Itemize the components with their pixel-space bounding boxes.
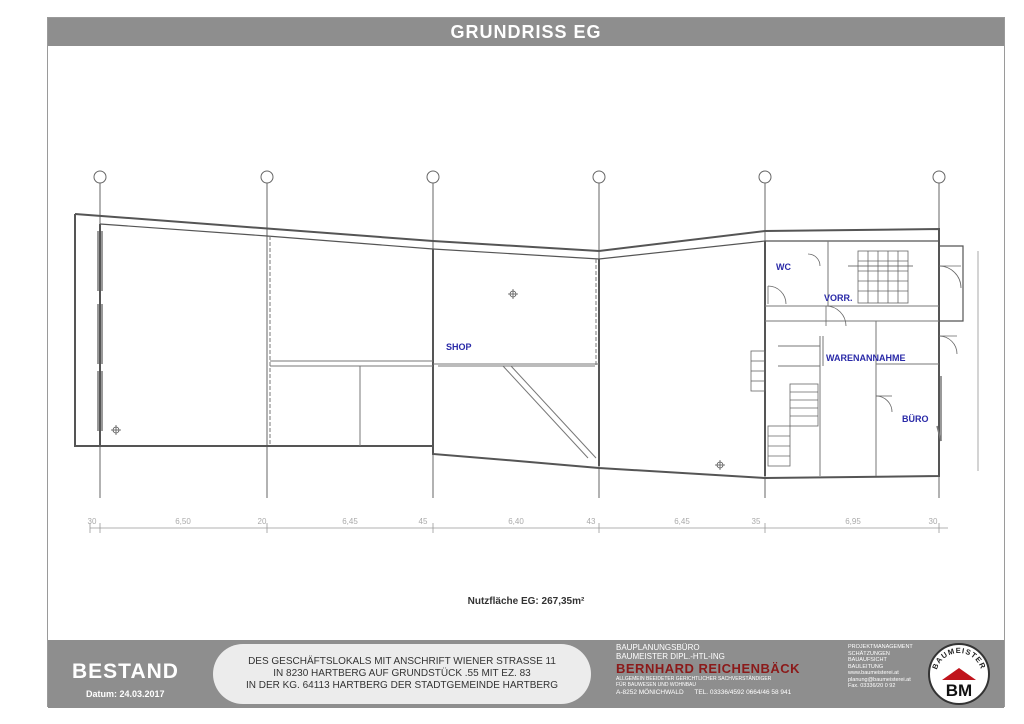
room-label-vorr: VORR. xyxy=(824,293,853,303)
logo-mark: BM xyxy=(945,681,973,700)
date-label: Datum: 24.03.2017 xyxy=(86,689,165,699)
dim-label: 43 xyxy=(586,517,596,526)
logo-text: BAUMEISTER xyxy=(930,645,988,671)
title-block xyxy=(48,640,1004,708)
dim-label: 20 xyxy=(257,517,267,526)
firm-contact xyxy=(616,689,846,697)
dim-label: 35 xyxy=(751,517,761,526)
room-labels xyxy=(446,262,929,424)
dim-label: 30 xyxy=(87,517,97,526)
service-item: planung@baumeisterei.at xyxy=(848,676,911,683)
firm-name: BERNHARD REICHENBÄCK xyxy=(616,661,801,676)
dim-label: 6,45 xyxy=(674,517,690,526)
service-item: BAUAUFSICHT xyxy=(848,657,887,663)
dimension-labels xyxy=(88,517,938,526)
project-description xyxy=(213,644,591,704)
dim-label: 30 xyxy=(928,517,938,526)
dim-label: 6,50 xyxy=(175,517,191,526)
page-title: GRUNDRISS EG xyxy=(48,18,1004,46)
description-line: IN DER KG. 64113 HARTBERG DER STADTGEMEINDE HARTBERG xyxy=(245,680,559,691)
axis-markers xyxy=(94,171,945,498)
drawing-sheet xyxy=(47,17,1005,707)
service-item: BAULEITUNG xyxy=(848,663,884,670)
level-markers xyxy=(111,289,725,470)
windows xyxy=(98,231,941,441)
baumeister-logo-icon xyxy=(926,642,992,706)
firm-subline: ALLGEMEIN BEEIDETER GERICHTLICHER SACHVERSTÄNDIGER xyxy=(616,676,772,682)
description-line: IN 8230 HARTBERG AUF GRUNDSTÜCK .55 MIT EZ. 83 xyxy=(273,668,531,679)
dim-label: 6,40 xyxy=(508,517,524,526)
room-label-wc: WC xyxy=(776,262,791,272)
service-item: www.baumeisterei.at xyxy=(848,670,899,676)
room-label-warenannahme: WARENANNAHME xyxy=(826,353,906,363)
room-label-buero: BÜRO xyxy=(902,414,929,424)
room-label-shop: SHOP xyxy=(446,342,472,352)
firm-subline: FÜR BAUWESEN UND WOHNBAU xyxy=(616,682,697,688)
dim-label: 6,45 xyxy=(342,517,358,526)
dim-label: 45 xyxy=(418,517,428,526)
doors xyxy=(768,254,961,412)
service-item: Fax. 03336/20 0 92 xyxy=(848,683,896,689)
firm-phone: TEL. 03336/4592 0664/46 58 941 xyxy=(694,689,792,696)
net-area-label: Nutzfläche EG: 267,35m² xyxy=(467,596,585,607)
firm-line: BAUMEISTER DIPL.-HTL-ING xyxy=(616,652,725,661)
floor-plan xyxy=(48,46,1006,606)
dim-label: 6,95 xyxy=(845,517,861,526)
service-item: SCHÄTZUNGEN xyxy=(848,650,890,657)
services-list xyxy=(848,644,928,690)
firm-line: BAUPLANUNGSBÜRO xyxy=(616,643,700,652)
description-line: DES GESCHÄFTSLOKALS MIT ANSCHRIFT WIENER STRASSE 11 xyxy=(248,656,556,667)
firm-address: A-8252 MÖNICHWALD xyxy=(616,689,684,696)
outer-walls xyxy=(75,214,978,478)
firm-info xyxy=(616,643,846,697)
service-item: PROJEKTMANAGEMENT xyxy=(848,644,913,650)
status-label: BESTAND xyxy=(72,660,179,683)
